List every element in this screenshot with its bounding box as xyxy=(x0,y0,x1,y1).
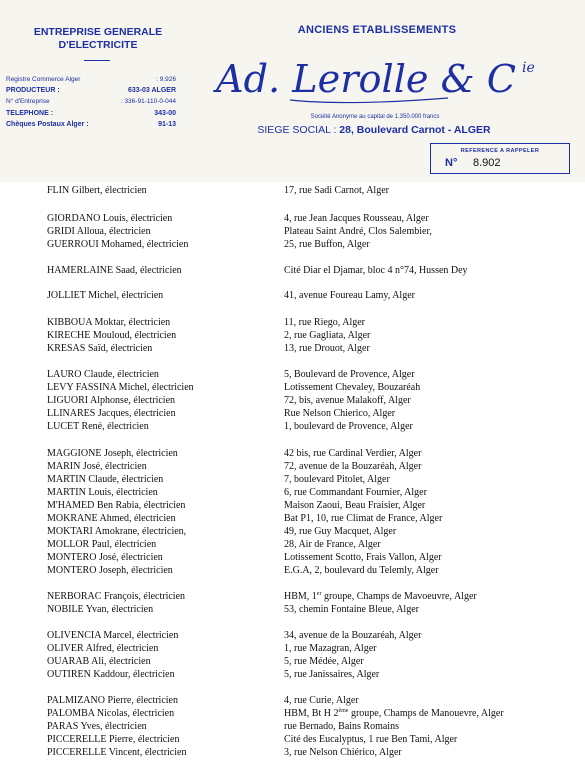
entry-name: MAGGIONE Joseph, électricien xyxy=(47,448,178,459)
entry-address: 72, avenue de la Bouzaréah, Alger xyxy=(284,461,422,472)
list-item xyxy=(0,564,585,577)
list-item xyxy=(0,629,585,642)
entry-address xyxy=(284,707,504,720)
entry-name: LAURO Claude, électricien xyxy=(47,369,159,380)
reference-box xyxy=(430,143,570,174)
registry-label: N° d'Entreprise xyxy=(6,98,50,106)
entry-name: GRIDI Alloua, électricien xyxy=(47,226,151,237)
list-item xyxy=(0,551,585,564)
list-item xyxy=(0,368,585,381)
company-left-title xyxy=(18,26,178,52)
registry-label: Chèques Postaux Alger : xyxy=(6,120,89,128)
entry-address: Rue Nelson Chierico, Alger xyxy=(284,408,396,419)
list-item xyxy=(0,733,585,746)
list-item xyxy=(0,473,585,486)
svg-text:Ad. Lerolle & C: Ad. Lerolle & C xyxy=(212,57,516,101)
list-item xyxy=(0,603,585,616)
entry-name: MONTERO Joseph, électricien xyxy=(47,565,173,576)
list-item xyxy=(0,225,585,238)
entry-address: Bat P1, 10, rue Climat de France, Alger xyxy=(284,513,443,524)
entry-name: LEVY FASSINA Michel, électricien xyxy=(47,382,194,393)
entry-name: MOKTARI Amokrane, électricien, xyxy=(47,526,187,537)
list-item xyxy=(0,394,585,407)
list-item xyxy=(0,316,585,329)
list-item xyxy=(0,590,585,603)
entry-name: MOLLOR Paul, électricien xyxy=(47,539,157,550)
anciens-etablissements-heading: ANCIENS ETABLISSEMENTS xyxy=(297,24,457,36)
list-item xyxy=(0,460,585,473)
registry-value: 91-13 xyxy=(158,120,176,128)
entry-address: rue Bernado, Bains Romains xyxy=(284,721,399,732)
entry-address: 1, rue Mazagran, Alger xyxy=(284,643,377,654)
list-item xyxy=(0,407,585,420)
entry-name: PALOMBA Nicolas, électricien xyxy=(47,708,175,719)
registry-value: : 9.926 xyxy=(156,76,176,83)
entry-address: Lotissement Chevaley, Bouzaréah xyxy=(284,382,421,393)
entry-name: KIBBOUA Moktar, électricien xyxy=(47,317,171,328)
entry-address: E.G.A, 2, boulevard du Telemly, Alger xyxy=(284,565,439,576)
entry-name: HAMERLAINE Saad, électricien xyxy=(47,265,182,276)
list-item xyxy=(0,746,585,759)
entry-address: 11, rue Riego, Alger xyxy=(284,317,366,328)
head-office xyxy=(244,124,504,136)
entry-name: LLINARES Jacques, électricien xyxy=(47,408,176,419)
entry-address: 3, rue Nelson Chiérico, Alger xyxy=(284,747,402,758)
entry-address-part: HBM, 1 xyxy=(284,591,317,602)
entry-name: NERBORAC François, électricien xyxy=(47,591,186,602)
entry-address: 4, rue Curie, Alger xyxy=(284,695,359,706)
list-item xyxy=(0,655,585,668)
list-item xyxy=(0,642,585,655)
entry-name: MONTERO José, électricien xyxy=(47,552,163,563)
company-left-line2: D'ELECTRICITE xyxy=(58,39,138,51)
list-item xyxy=(0,525,585,538)
entry-address: Lotissement Scotto, Frais Vallon, Alger xyxy=(284,552,442,563)
entry-name: PARAS Yves, électricien xyxy=(47,721,147,732)
list-item xyxy=(0,212,585,225)
list-item xyxy=(0,447,585,460)
company-left-line1: ENTREPRISE GENERALE xyxy=(33,26,163,38)
entry-name: MOKRANE Ahmed, électricien xyxy=(47,513,176,524)
list-item xyxy=(0,707,585,720)
entry-address: 53, chemin Fontaine Bleue, Alger xyxy=(284,604,419,615)
list-item xyxy=(0,289,585,302)
list-item xyxy=(0,381,585,394)
entry-address: Cité Diar el Djamar, bloc 4 n°74, Hussen Dey xyxy=(284,265,468,276)
list-item xyxy=(0,694,585,707)
entry-address: 2, rue Gagliata, Alger xyxy=(284,330,371,341)
entry-name: GUERROUI Mohamed, électricien xyxy=(47,239,189,250)
list-item xyxy=(0,184,585,197)
reference-label: REFERENCE A RAPPELER xyxy=(460,148,540,154)
entry-address: Maison Zaoui, Beau Fraisier, Alger xyxy=(284,500,426,511)
entry-name: NOBILE Yvan, électricien xyxy=(47,604,154,615)
entry-name: OLIVER Alfred, électricien xyxy=(47,643,159,654)
capital-line: Société Anonyme au capital de 1.350.000 francs xyxy=(310,114,440,120)
registry-row xyxy=(6,96,176,107)
letterhead xyxy=(0,0,585,182)
head-office-label: SIEGE SOCIAL : xyxy=(257,124,337,136)
entry-name: OLIVENCIA Marcel, électricien xyxy=(47,630,179,641)
registry-row xyxy=(6,74,176,85)
company-logo xyxy=(198,48,538,108)
list-item xyxy=(0,238,585,251)
entry-name: M'HAMED Ben Rabia, électricien xyxy=(47,500,186,511)
registry-block xyxy=(6,74,176,130)
entry-address-superscript: er xyxy=(316,591,322,597)
head-office-address: 28, Boulevard Carnot - ALGER xyxy=(339,124,491,136)
entry-name: OUTIREN Kaddour, électricien xyxy=(47,669,175,680)
entry-address: 1, boulevard de Provence, Alger xyxy=(284,421,413,432)
registry-label: PRODUCTEUR : xyxy=(6,87,60,95)
entry-address xyxy=(284,590,477,603)
entry-address: Cité des Eucalyptus, 1 rue Ben Tami, Alger xyxy=(284,734,458,745)
registry-row xyxy=(6,85,176,96)
registry-value: 343-00 xyxy=(154,109,176,117)
list-item xyxy=(0,420,585,433)
list-item xyxy=(0,512,585,525)
entry-name: MARTIN Louis, électricien xyxy=(47,487,158,498)
reference-no-label: N° xyxy=(445,157,458,169)
entry-address: 28, Air de France, Alger xyxy=(284,539,381,550)
entry-address: 17, rue Sadi Carnot, Alger xyxy=(284,185,389,196)
entry-name: PICCERELLE Pierre, électricien xyxy=(47,734,180,745)
list-item xyxy=(0,486,585,499)
list-item xyxy=(0,538,585,551)
title-divider xyxy=(84,60,110,61)
entry-address: 72, bis, avenue Malakoff, Alger xyxy=(284,395,411,406)
svg-text:ie: ie xyxy=(522,60,535,76)
registry-value: 633-03 ALGER xyxy=(128,87,176,95)
list-item xyxy=(0,499,585,512)
entry-address: Plateau Saint André, Clos Salembier, xyxy=(284,226,432,237)
entry-address: 41, avenue Foureau Lamy, Alger xyxy=(284,290,415,301)
entry-address-superscript: ème xyxy=(338,708,349,714)
entry-address: 5, rue Janissaires, Alger xyxy=(284,669,380,680)
entry-address: 6, rue Commandant Fournier, Alger xyxy=(284,487,427,498)
entry-address: 13, rue Drouot, Alger xyxy=(284,343,370,354)
entry-name: MARTIN Claude, électricien xyxy=(47,474,164,485)
list-item xyxy=(0,329,585,342)
entry-address: 34, avenue de la Bouzaréah, Alger xyxy=(284,630,422,641)
registry-value: : 336-91-110-0-044 xyxy=(120,98,176,106)
list-item xyxy=(0,668,585,681)
entry-address: 49, rue Guy Macquet, Alger xyxy=(284,526,397,537)
entry-name: PALMIZANO Pierre, électricien xyxy=(47,695,178,706)
entry-address: 4, rue Jean Jacques Rousseau, Alger xyxy=(284,213,429,224)
entry-name: KRESAS Saïd, électricien xyxy=(47,343,153,354)
entry-name: LIGUORI Alphonse, électricien xyxy=(47,395,176,406)
entry-address-part: HBM, Bt H 2 xyxy=(284,708,339,719)
reference-number: 8.902 xyxy=(473,157,501,169)
entry-address: 5, rue Médée, Alger xyxy=(284,656,364,667)
entry-name: KIRECHE Mouloud, électricien xyxy=(47,330,177,341)
list-item xyxy=(0,720,585,733)
entry-name: PICCERELLE Vincent, électricien xyxy=(47,747,187,758)
list-item xyxy=(0,264,585,277)
entry-name: JOLLIET Michel, électricien xyxy=(47,290,164,301)
entry-address: 5, Boulevard de Provence, Alger xyxy=(284,369,415,380)
entry-name: OUARAB Ali, électricien xyxy=(47,656,151,667)
entry-name: LUCET René, électricien xyxy=(47,421,149,432)
entry-name: FLIN Gilbert, électricien xyxy=(47,185,147,196)
entry-address-part: groupe, Champs de Mavoeuvre, Alger xyxy=(321,591,477,602)
entry-address: 7, boulevard Pitolet, Alger xyxy=(284,474,390,485)
entry-address-part: groupe, Champs de Manouevre, Alger xyxy=(348,708,504,719)
entry-name: GIORDANO Louis, électricien xyxy=(47,213,173,224)
registry-label: TELEPHONE : xyxy=(6,109,54,117)
list-item xyxy=(0,342,585,355)
registry-label: Registre Commerce Alger xyxy=(6,76,81,83)
registry-row xyxy=(6,108,176,119)
entry-address: 25, rue Buffon, Alger xyxy=(284,239,370,250)
entry-name: MARIN José, électricien xyxy=(47,461,147,472)
registry-row xyxy=(6,119,176,130)
entry-address: 42 bis, rue Cardinal Verdier, Alger xyxy=(284,448,422,459)
